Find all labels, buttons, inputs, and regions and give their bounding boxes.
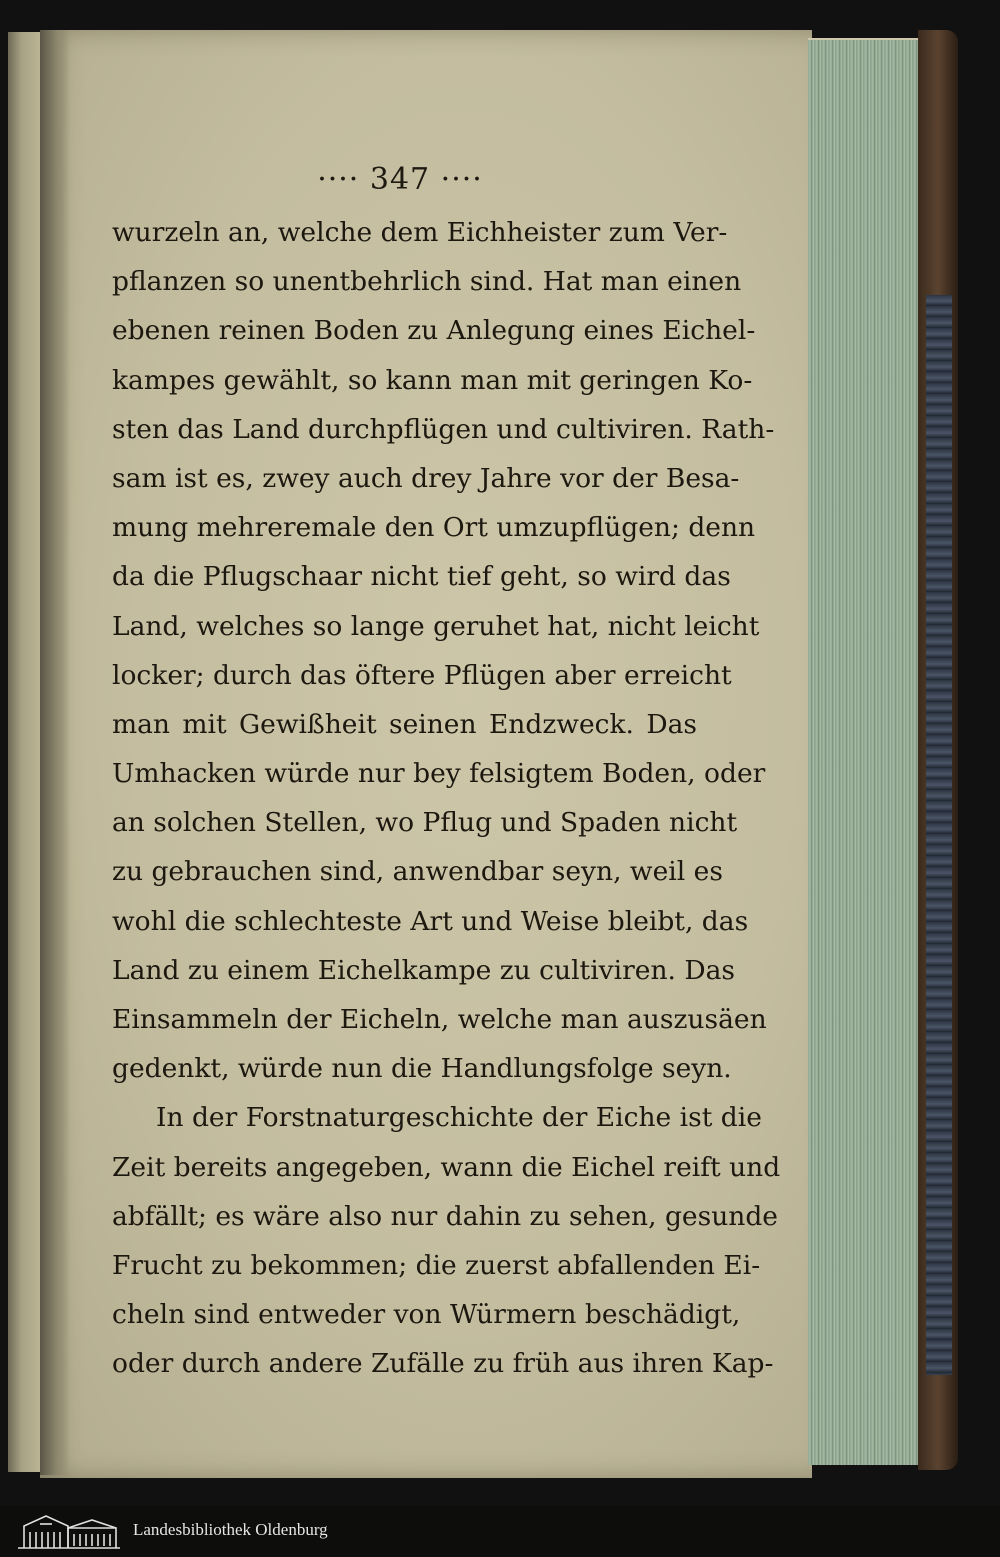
text-line: pflanzen so unentbehrlich sind. Hat man einen — [112, 266, 742, 298]
text-line: kampes gewählt, so kann man mit geringen Ko- — [112, 364, 753, 396]
text-line: abfällt; es wäre also nur dahin zu sehen, gesunde — [112, 1200, 778, 1232]
text-line: locker; durch das öftere Pflügen aber erreicht — [112, 659, 732, 691]
text-line: mung mehreremale den Ort umzupflügen; denn — [112, 512, 756, 544]
text-line: cheln sind entweder von Würmern beschädigt, — [112, 1299, 741, 1331]
page-text — [112, 208, 781, 1389]
cover-marbling — [926, 295, 952, 1375]
text-line: sam ist es, zwey auch drey Jahre vor der Besa- — [112, 462, 740, 494]
text-line: Einsammeln der Eicheln, welche man auszusäen — [112, 1004, 767, 1035]
facing-page-edge — [8, 32, 42, 1472]
text-line: gedenkt, würde nun die Handlungsfolge seyn. — [112, 1053, 732, 1085]
text-line: sten das Land durchpflügen und cultiviren. Rath- — [112, 413, 775, 445]
text-line: ebenen reinen Boden zu Anlegung eines Eichel- — [112, 315, 756, 347]
text-line: Zeit bereits angegeben, wann die Eichel reift und — [112, 1151, 781, 1183]
text-line: man mit Gewißheit seinen Endzweck. Das — [112, 708, 697, 740]
library-building-icon — [16, 1512, 122, 1550]
text-line: Frucht zu bekommen; die zuerst abfallenden Ei- — [112, 1249, 761, 1281]
text-line: Land, welches so lange geruhet hat, nicht leicht — [112, 610, 760, 642]
text-line: oder durch andere Zufälle zu früh aus ihren Kap- — [112, 1348, 774, 1380]
text-line: zu gebrauchen sind, anwendbar seyn, weil es — [112, 856, 723, 888]
page-block-edges — [808, 40, 928, 1465]
text-line: da die Pflugschaar nicht tief geht, so wird das — [112, 561, 731, 593]
text-line: wohl die schlechteste Art und Weise bleibt, das — [112, 905, 749, 937]
page-gutter — [40, 30, 70, 1475]
page-number: ···· 347 ···· — [317, 162, 483, 197]
text-line-paragraph-start: In der Forstnaturgeschichte der Eiche ist die — [156, 1102, 762, 1134]
text-line: wurzeln an, welche dem Eichheister zum Ver- — [112, 217, 728, 248]
library-name: Landesbibliothek Oldenburg — [133, 1520, 328, 1539]
text-line: Land zu einem Eichelkampe zu cultiviren. Das — [112, 954, 736, 986]
text-line: Umhacken würde nur bey felsigtem Boden, oder — [112, 758, 766, 790]
text-line: an solchen Stellen, wo Pflug und Spaden nicht — [112, 807, 738, 839]
